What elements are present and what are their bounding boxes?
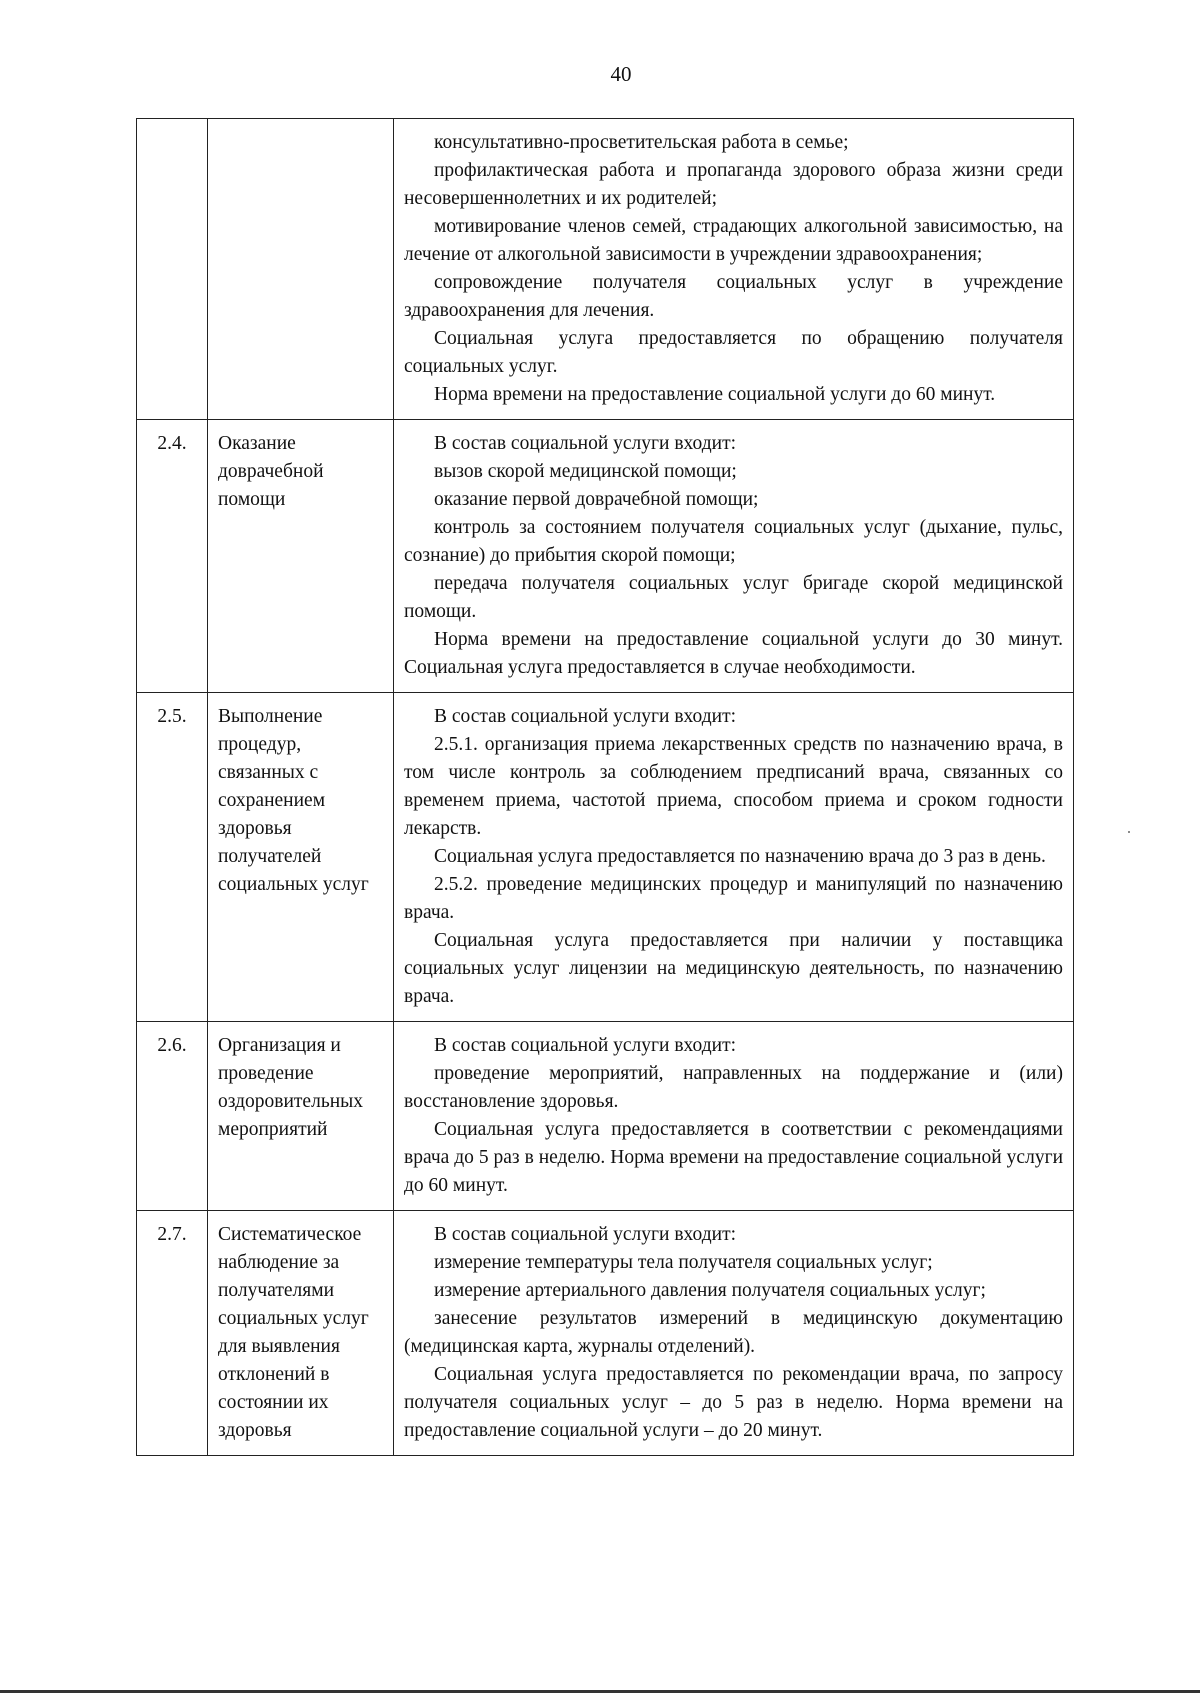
row-number-cell: 2.7. bbox=[137, 1211, 208, 1456]
service-name-cell bbox=[208, 119, 394, 420]
row-number-cell: 2.6. bbox=[137, 1022, 208, 1211]
service-description-cell bbox=[394, 119, 1074, 420]
description-paragraph: В состав социальной услуги входит: bbox=[434, 1224, 737, 1245]
row-number-cell bbox=[137, 119, 208, 420]
table-row bbox=[137, 119, 1074, 420]
service-name-cell: Оказание доврачебной помощи bbox=[208, 420, 394, 693]
description-paragraph: консультативно-просветительская работа в семье; bbox=[434, 132, 849, 153]
service-description-cell bbox=[394, 420, 1074, 693]
table-body bbox=[137, 119, 1074, 1456]
row-number-cell: 2.4. bbox=[137, 420, 208, 693]
description-paragraph: Социальная услуга предоставляется по назначению врача до 3 раз в день. bbox=[434, 846, 1046, 867]
description-paragraph: Социальная услуга предоставляется по рекомендации врача, по запросу получателя социальных услуг – до 5 раз в неделю. Норма времени на предоставление социальной услуги – до 20 минут. bbox=[404, 1364, 1063, 1441]
service-description-cell bbox=[394, 693, 1074, 1022]
description-paragraph: передача получателя социальных услуг бригаде скорой медицинской помощи. bbox=[404, 573, 1063, 622]
table-row bbox=[137, 1211, 1074, 1456]
table-row bbox=[137, 1022, 1074, 1211]
service-name-cell: Систематическое наблюдение за получателями социальных услуг для выявления отклонений в состоянии их здоровья bbox=[208, 1211, 394, 1456]
description-paragraph: Норма времени на предоставление социальной услуги до 30 минут. Социальная услуга предоставляется в случае необходимости. bbox=[404, 629, 1063, 678]
services-table bbox=[136, 118, 1074, 1456]
description-paragraph: измерение температуры тела получателя социальных услуг; bbox=[434, 1252, 933, 1273]
service-description-cell bbox=[394, 1211, 1074, 1456]
description-paragraph: вызов скорой медицинской помощи; bbox=[434, 461, 737, 482]
description-paragraph: проведение мероприятий, направленных на поддержание и (или) восстановление здоровья. bbox=[404, 1063, 1063, 1112]
scan-speck bbox=[1128, 831, 1130, 833]
description-paragraph: Норма времени на предоставление социальной услуги до 60 минут. bbox=[434, 384, 996, 405]
row-number-cell: 2.5. bbox=[137, 693, 208, 1022]
table-row bbox=[137, 693, 1074, 1022]
table-row bbox=[137, 420, 1074, 693]
description-paragraph: Социальная услуга предоставляется в соответствии с рекомендациями врача до 5 раз в неделю. Норма времени на предоставление социальной услуги до 60 минут. bbox=[404, 1119, 1063, 1196]
description-paragraph: В состав социальной услуги входит: bbox=[434, 433, 737, 454]
description-paragraph: Социальная услуга предоставляется при наличии у поставщика социальных услуг лицензии на медицинскую деятельность, по назначению врача. bbox=[404, 930, 1063, 1007]
description-paragraph: 2.5.2. проведение медицинских процедур и манипуляций по назначению врача. bbox=[404, 874, 1063, 923]
scan-edge-line bbox=[0, 1690, 1200, 1693]
description-paragraph: занесение результатов измерений в медицинскую документацию (медицинская карта, журналы отделений). bbox=[404, 1308, 1063, 1357]
service-name-cell: Выполнение процедур, связанных с сохранением здоровья получателей социальных услуг bbox=[208, 693, 394, 1022]
description-paragraph: профилактическая работа и пропаганда здорового образа жизни среди несовершеннолетних и их родителей; bbox=[404, 160, 1063, 209]
service-description-cell bbox=[394, 1022, 1074, 1211]
description-paragraph: В состав социальной услуги входит: bbox=[434, 706, 737, 727]
service-name-cell: Организация и проведение оздоровительных мероприятий bbox=[208, 1022, 394, 1211]
description-paragraph: контроль за состоянием получателя социальных услуг (дыхание, пульс, сознание) до прибытия скорой помощи; bbox=[404, 517, 1063, 566]
description-paragraph: измерение артериального давления получателя социальных услуг; bbox=[434, 1280, 986, 1301]
description-paragraph: 2.5.1. организация приема лекарственных средств по назначению врача, в том числе контроль за соблюдением предписаний врача, связанных со временем приема, частотой приема, способом приема и сроком годности лекарств. bbox=[404, 734, 1063, 839]
description-paragraph: оказание первой доврачебной помощи; bbox=[434, 489, 759, 510]
page-number: 40 bbox=[610, 62, 632, 86]
description-paragraph: мотивирование членов семей, страдающих алкогольной зависимостью, на лечение от алкогольной зависимости в учреждении здравоохранения; bbox=[404, 216, 1063, 265]
description-paragraph: В состав социальной услуги входит: bbox=[434, 1035, 737, 1056]
description-paragraph: Социальная услуга предоставляется по обращению получателя социальных услуг. bbox=[404, 328, 1063, 377]
description-paragraph: сопровождение получателя социальных услуг в учреждение здравоохранения для лечения. bbox=[404, 272, 1063, 321]
